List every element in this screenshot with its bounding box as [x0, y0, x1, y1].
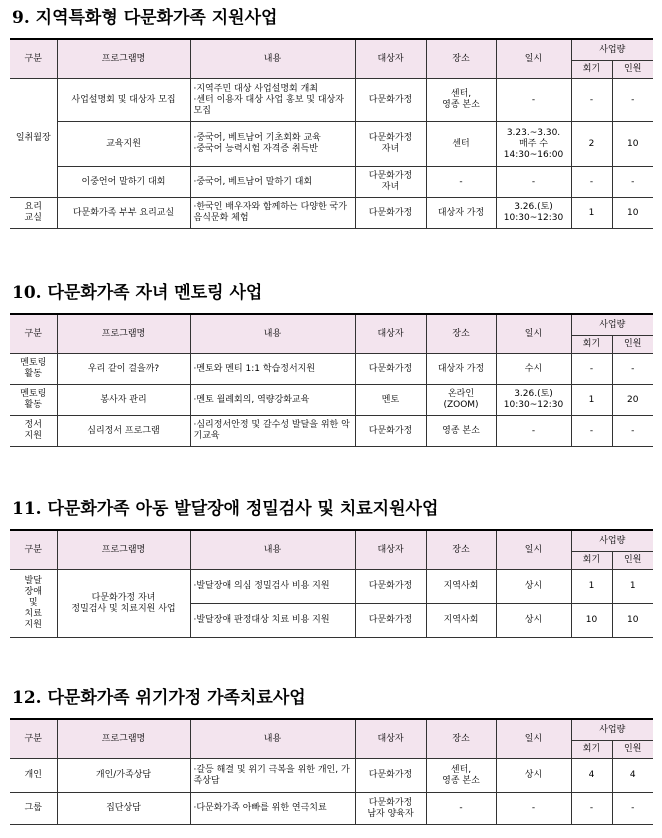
cell-date: 수시 [496, 354, 571, 385]
cell-place: 온라인 (ZOOM) [426, 385, 496, 416]
program-table [10, 718, 653, 825]
cell-people: - [612, 79, 653, 122]
cell-program: 우리 같이 걸을까? [57, 354, 190, 385]
cell-place: 영종 본소 [426, 416, 496, 447]
cell-place: 센터, 영종 본소 [426, 79, 496, 122]
cell-content: ·중국어, 베트남어 기초회화 교육 ·중국어 능력시험 자격증 취득반 [190, 122, 355, 167]
header-target: 대상자 [355, 719, 426, 759]
cell-people: - [612, 354, 653, 385]
cell-sessions: 1 [571, 570, 612, 604]
section-title: 10. 다문화가족 자녀 멘토링 사업 [12, 283, 263, 303]
cell-content: ·심리정서안정 및 갈수성 발달을 위한 악기교육 [190, 416, 355, 447]
header-people: 인원 [612, 741, 653, 759]
cell-content: ·멘토와 멘티 1:1 학습정서지원 [190, 354, 355, 385]
cell-category: 멘토링 활동 [10, 354, 57, 385]
table-row [10, 198, 653, 229]
header-content: 내용 [190, 314, 355, 354]
cell-content: ·지역주민 대상 사업설명회 개최 ·센터 이용자 대상 사업 홍보 및 대상자 모집 [190, 79, 355, 122]
section-title: 12. 다문화가족 위기가정 가족치료사업 [12, 688, 306, 708]
program-table [10, 38, 653, 229]
header-category: 구분 [10, 719, 57, 759]
cell-people: - [612, 416, 653, 447]
header-program: 프로그램명 [57, 530, 190, 570]
header-sessions: 회기 [571, 741, 612, 759]
header-target: 대상자 [355, 530, 426, 570]
cell-people: - [612, 793, 653, 825]
cell-category: 발달 장애 및 치료 지원 [10, 570, 57, 638]
program-table [10, 313, 653, 447]
cell-sessions: - [571, 354, 612, 385]
section-11 [10, 497, 653, 638]
header-place: 장소 [426, 719, 496, 759]
cell-date: 상시 [496, 604, 571, 638]
cell-date: - [496, 167, 571, 198]
header-program: 프로그램명 [57, 314, 190, 354]
header-content: 내용 [190, 39, 355, 79]
cell-category: 요리 교실 [10, 198, 57, 229]
header-date: 일시 [496, 719, 571, 759]
cell-sessions: 10 [571, 604, 612, 638]
cell-program: 집단상담 [57, 793, 190, 825]
header-people: 인원 [612, 336, 653, 354]
cell-date: - [496, 416, 571, 447]
cell-date: 3.26.(토) 10:30~12:30 [496, 385, 571, 416]
header-program: 프로그램명 [57, 719, 190, 759]
cell-content: ·발달장애 판정대상 치료 비용 지원 [190, 604, 355, 638]
section-9 [10, 6, 653, 229]
header-program: 프로그램명 [57, 39, 190, 79]
table-row [10, 79, 653, 122]
cell-program: 다문화가족 부부 요리교실 [57, 198, 190, 229]
cell-category: 멘토링 활동 [10, 385, 57, 416]
table-row [10, 416, 653, 447]
cell-date: 상시 [496, 570, 571, 604]
cell-people: 20 [612, 385, 653, 416]
section-12 [10, 686, 653, 825]
cell-target: 다문화가정 남자 양육자 [355, 793, 426, 825]
cell-target: 멘토 [355, 385, 426, 416]
header-date: 일시 [496, 530, 571, 570]
header-sessions: 회기 [571, 61, 612, 79]
cell-sessions: 4 [571, 759, 612, 793]
cell-place: 지역사회 [426, 570, 496, 604]
table-row [10, 385, 653, 416]
cell-target: 다문화가정 [355, 354, 426, 385]
header-volume: 사업량 [571, 314, 653, 336]
cell-place: 센터 [426, 122, 496, 167]
section-10 [10, 281, 653, 447]
header-people: 인원 [612, 552, 653, 570]
header-date: 일시 [496, 39, 571, 79]
cell-place: - [426, 167, 496, 198]
program-table [10, 529, 653, 638]
cell-sessions: 2 [571, 122, 612, 167]
cell-place: 센터, 영종 본소 [426, 759, 496, 793]
cell-sessions: 1 [571, 385, 612, 416]
cell-place: 대상자 가정 [426, 354, 496, 385]
section-title: 9. 지역특화형 다문화가족 지원사업 [12, 8, 278, 28]
cell-people: 10 [612, 122, 653, 167]
header-place: 장소 [426, 530, 496, 570]
cell-category: 개인 [10, 759, 57, 793]
cell-content: ·발달장애 의심 정밀검사 비용 지원 [190, 570, 355, 604]
header-volume: 사업량 [571, 719, 653, 741]
header-volume: 사업량 [571, 530, 653, 552]
header-place: 장소 [426, 39, 496, 79]
cell-target: 다문화가정 [355, 198, 426, 229]
cell-date: 상시 [496, 759, 571, 793]
header-category: 구분 [10, 39, 57, 79]
cell-program: 이중언어 말하기 대회 [57, 167, 190, 198]
cell-place: 지역사회 [426, 604, 496, 638]
cell-program: 사업설명회 및 대상자 모집 [57, 79, 190, 122]
table-row [10, 167, 653, 198]
cell-place: 대상자 가정 [426, 198, 496, 229]
cell-category: 일취월장 [10, 79, 57, 198]
cell-date: - [496, 793, 571, 825]
table-row [10, 570, 653, 604]
cell-people: 4 [612, 759, 653, 793]
header-category: 구분 [10, 314, 57, 354]
cell-category: 정서 지원 [10, 416, 57, 447]
header-volume: 사업량 [571, 39, 653, 61]
cell-target: 다문화가정 [355, 79, 426, 122]
cell-people: 1 [612, 570, 653, 604]
cell-target: 다문화가정 [355, 759, 426, 793]
cell-program: 봉사자 관리 [57, 385, 190, 416]
cell-program: 다문화가정 자녀 정밀검사 및 치료지원 사업 [57, 570, 190, 638]
cell-people: 10 [612, 604, 653, 638]
cell-sessions: - [571, 416, 612, 447]
header-category: 구분 [10, 530, 57, 570]
table-row [10, 354, 653, 385]
cell-target: 다문화가정 [355, 416, 426, 447]
cell-sessions: - [571, 79, 612, 122]
cell-place: - [426, 793, 496, 825]
cell-date: - [496, 79, 571, 122]
cell-program: 개인/가족상담 [57, 759, 190, 793]
header-content: 내용 [190, 530, 355, 570]
header-place: 장소 [426, 314, 496, 354]
cell-category: 그룹 [10, 793, 57, 825]
header-date: 일시 [496, 314, 571, 354]
cell-program: 교육지원 [57, 122, 190, 167]
cell-target: 다문화가정 [355, 570, 426, 604]
cell-date: 3.23.~3.30. 매주 수 14:30~16:00 [496, 122, 571, 167]
cell-sessions: - [571, 167, 612, 198]
table-row [10, 122, 653, 167]
header-target: 대상자 [355, 314, 426, 354]
section-title: 11. 다문화가족 아동 발달장애 정밀검사 및 치료지원사업 [12, 499, 439, 519]
header-content: 내용 [190, 719, 355, 759]
cell-people: 10 [612, 198, 653, 229]
cell-content: ·멘토 월례회의, 역량강화교육 [190, 385, 355, 416]
cell-target: 다문화가정 [355, 604, 426, 638]
cell-sessions: 1 [571, 198, 612, 229]
header-sessions: 회기 [571, 552, 612, 570]
cell-program: 심리정서 프로그램 [57, 416, 190, 447]
cell-target: 다문화가정 자녀 [355, 122, 426, 167]
cell-target: 다문화가정 자녀 [355, 167, 426, 198]
header-people: 인원 [612, 61, 653, 79]
cell-content: ·한국인 배우자와 함께하는 다양한 국가 음식문화 체험 [190, 198, 355, 229]
table-row [10, 793, 653, 825]
cell-content: ·중국어, 베트남어 말하기 대회 [190, 167, 355, 198]
header-target: 대상자 [355, 39, 426, 79]
header-sessions: 회기 [571, 336, 612, 354]
cell-people: - [612, 167, 653, 198]
cell-sessions: - [571, 793, 612, 825]
table-row [10, 759, 653, 793]
cell-content: ·갈등 해결 및 위기 극복을 위한 개인, 가족상담 [190, 759, 355, 793]
cell-content: ·다문화가족 아빠를 위한 연극치료 [190, 793, 355, 825]
cell-date: 3.26.(토) 10:30~12:30 [496, 198, 571, 229]
